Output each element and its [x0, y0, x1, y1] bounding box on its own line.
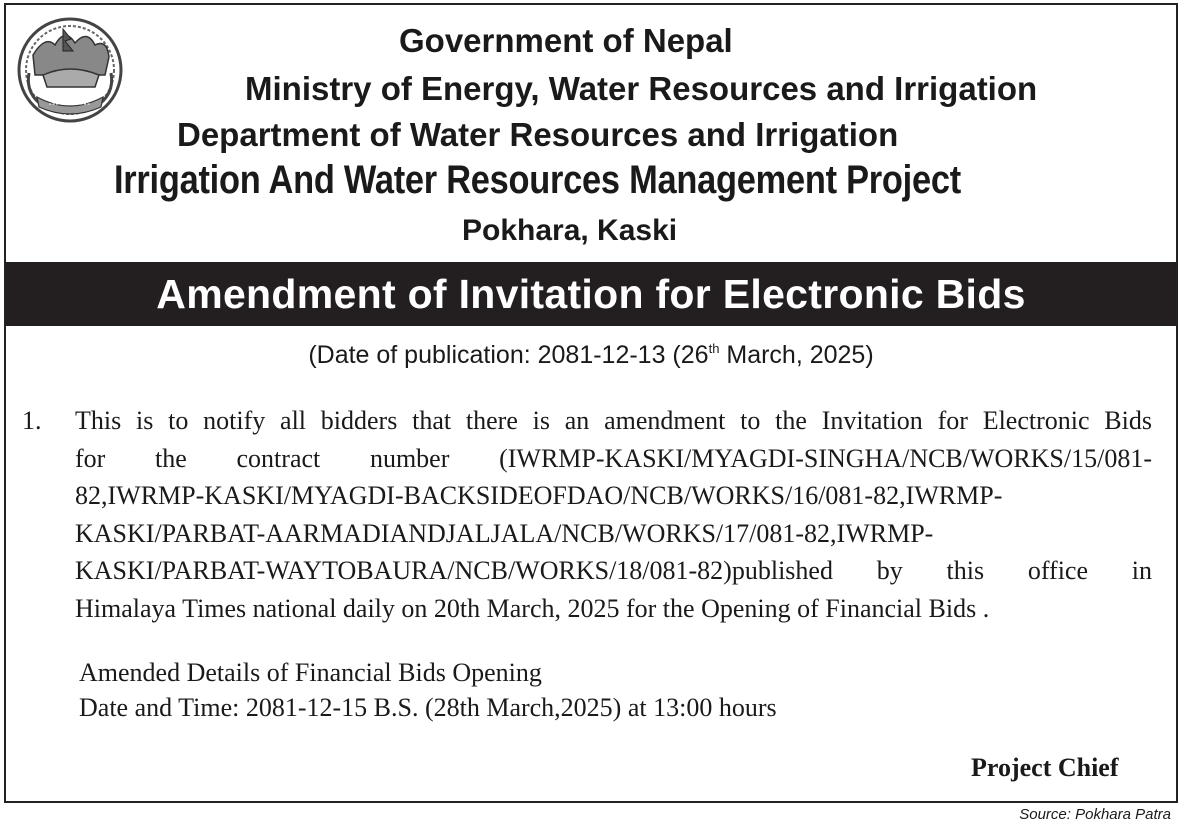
item-number: 1. [22, 406, 42, 435]
publication-date-suffix: March, 2025) [719, 341, 874, 369]
nepal-government-emblem-icon [15, 15, 125, 125]
source-credit: Source: Pokhara Patra [1019, 806, 1171, 823]
details-heading: Amended Details of Financial Bids Opening [79, 658, 542, 687]
signature: Project Chief [971, 753, 1119, 782]
notice-line: 82,IWRMP-KASKI/MYAGDI-BACKSIDEOFDAO/NCB/WORKS/16/081-82,IWRMP- [75, 481, 1003, 510]
location-title: Pokhara, Kaski [462, 214, 678, 247]
publication-date-superscript: th [708, 341, 720, 356]
notice-line: for the contract number (IWRMP-KASKI/MYAGDI-SINGHA/NCB/WORKS/15/081- [75, 443, 1152, 473]
government-title: Government of Nepal [399, 22, 733, 59]
amended-details [79, 655, 777, 725]
notice-frame [4, 3, 1178, 803]
publication-date [6, 341, 1176, 370]
project-title: Irrigation And Water Resources Management Project [114, 158, 961, 202]
notice-line: Himalaya Times national daily on 20th March, 2025 for the Opening of Financial Bids . [75, 593, 990, 623]
department-title: Department of Water Resources and Irrigation [177, 116, 899, 153]
banner-title: Amendment of Invitation for Electronic Bids [156, 270, 1026, 317]
title-banner [6, 262, 1176, 326]
notice-line: KASKI/PARBAT-WAYTOBAURA/NCB/WORKS/18/081-82)published by this office in [75, 556, 1152, 585]
details-datetime: Date and Time: 2081-12-15 B.S. (28th March,2025) at 13:00 hours [79, 693, 777, 722]
publication-date-prefix: (Date of publication: 2081-12-13 (26 [308, 341, 709, 369]
ministry-title: Ministry of Energy, Water Resources and Irrigation [245, 70, 1038, 107]
notice-line: KASKI/PARBAT-AARMADIANDJALJALA/NCB/WORKS/17/081-82,IWRMP- [75, 518, 934, 548]
notice-line: This is to notify all bidders that there is an amendment to the Invitation for Electronic Bids [75, 406, 1152, 435]
